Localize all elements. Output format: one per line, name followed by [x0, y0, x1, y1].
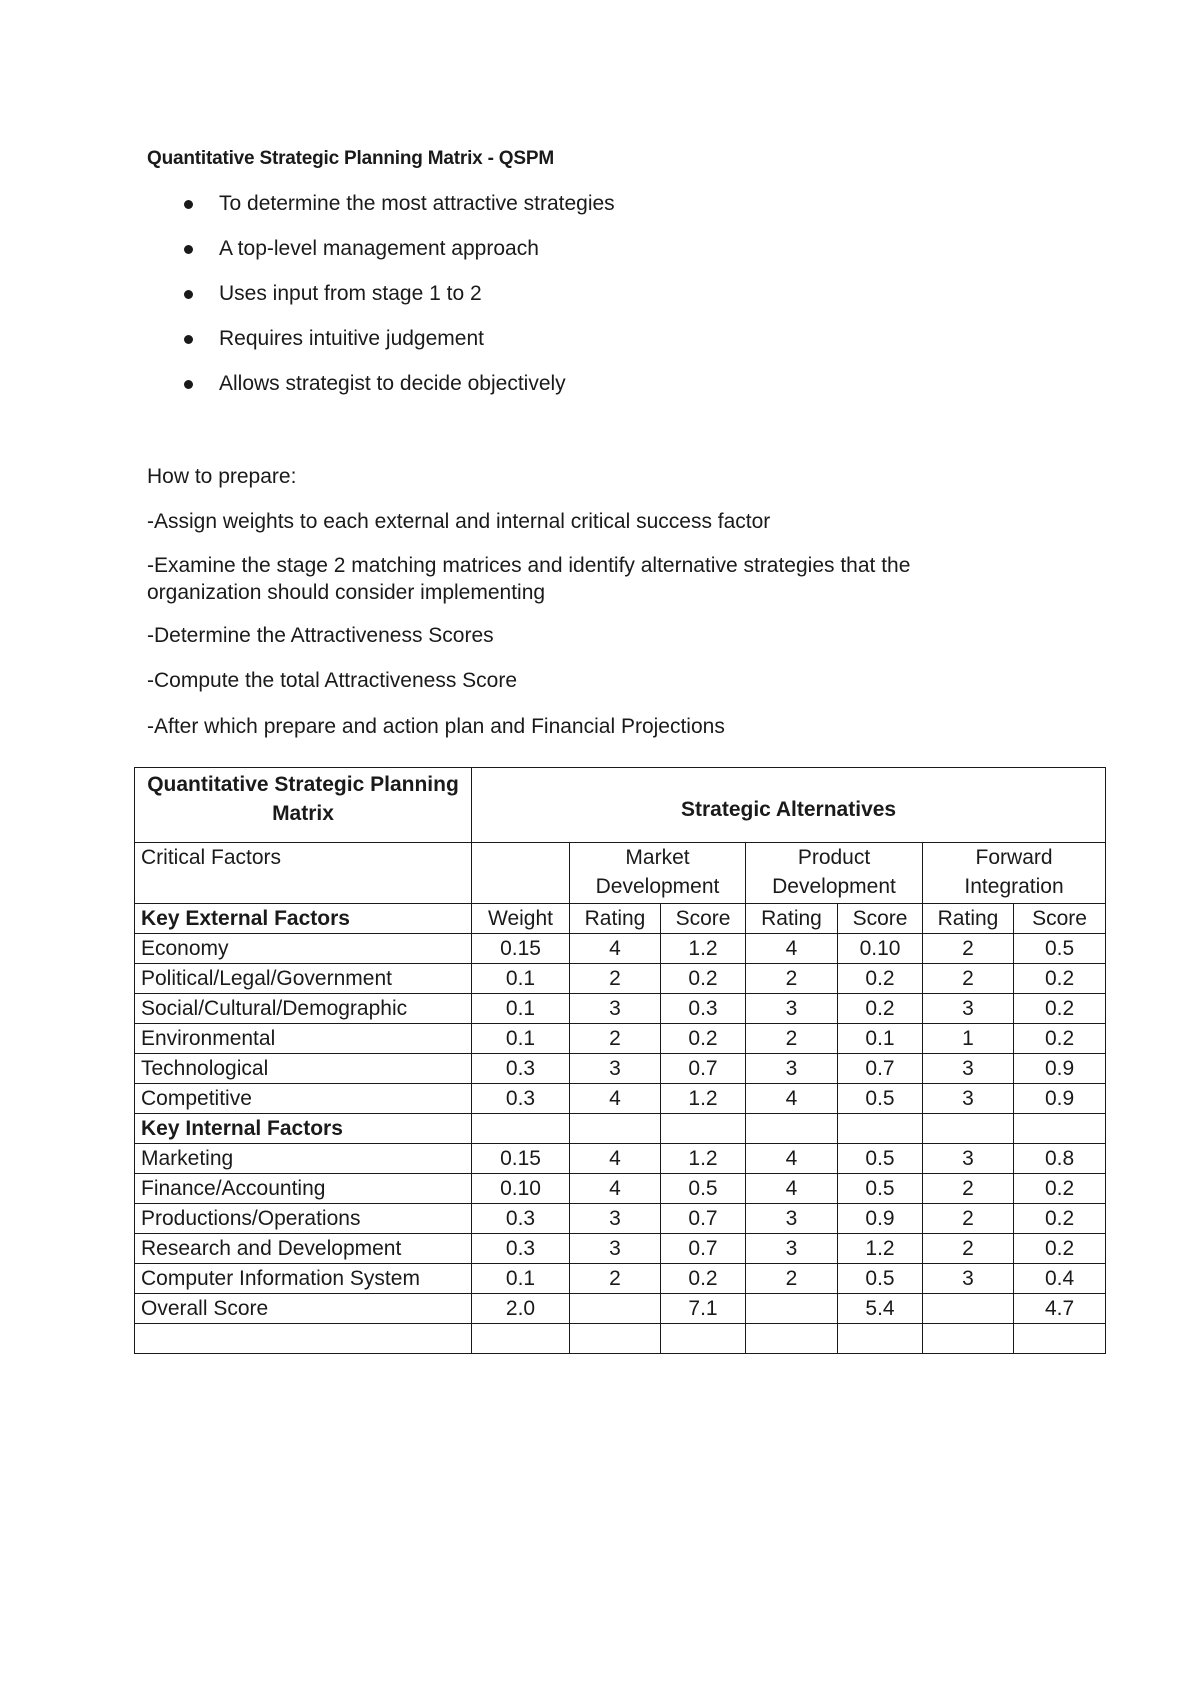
table-cell: 3 [923, 1264, 1014, 1294]
table-cell: 0.2 [661, 1264, 746, 1294]
table-row [135, 964, 1106, 994]
table-cell: 3 [570, 994, 661, 1024]
table-cell: 2 [923, 1174, 1014, 1204]
table-cell: 2.0 [472, 1294, 570, 1324]
factor-name-cell: Productions/Operations [135, 1204, 472, 1234]
factor-name-cell: Political/Legal/Government [135, 964, 472, 994]
table-cell: 0.5 [661, 1174, 746, 1204]
table-cell: 0.3 [472, 1204, 570, 1234]
table-cell: 4 [746, 1174, 838, 1204]
table-cell: 1.2 [661, 1144, 746, 1174]
table-cell: 0.7 [661, 1204, 746, 1234]
factor-name-cell: Economy [135, 934, 472, 964]
col-label: Rating [746, 904, 838, 934]
prepare-step: -Examine the stage 2 matching matrices and identify alternative strategies that the organization should consider implementing [147, 554, 911, 604]
strategy-group-row [135, 843, 1106, 904]
factor-name-cell: Social/Cultural/Demographic [135, 994, 472, 1024]
table-cell: 4 [746, 934, 838, 964]
table-cell [923, 1294, 1014, 1324]
table-cell: 3 [570, 1234, 661, 1264]
table-cell: 0.1 [472, 994, 570, 1024]
table-cell: 1 [923, 1024, 1014, 1054]
table-cell: 0.7 [838, 1054, 923, 1084]
empty-cell [1014, 1324, 1106, 1354]
table-cell: 5.4 [838, 1294, 923, 1324]
table-cell: 0.1 [472, 1264, 570, 1294]
empty-cell [838, 1324, 923, 1354]
empty-cell [1014, 1114, 1106, 1144]
table-cell: 0.2 [838, 964, 923, 994]
strategy-group-market: Market Development [570, 843, 746, 904]
table-cell: 1.2 [661, 1084, 746, 1114]
table-cell: 4 [570, 1144, 661, 1174]
table-cell: 2 [923, 964, 1014, 994]
strategy-group-forward: Forward Integration [923, 843, 1106, 904]
document-title: Quantitative Strategic Planning Matrix - QSPM [147, 148, 554, 169]
factor-name-cell: Research and Development [135, 1234, 472, 1264]
table-cell: 3 [923, 1084, 1014, 1114]
table-cell: 4 [746, 1144, 838, 1174]
prepare-step: -Determine the Attractiveness Scores [147, 624, 494, 647]
empty-cell [472, 1114, 570, 1144]
table-cell: 3 [570, 1054, 661, 1084]
table-cell: 2 [923, 934, 1014, 964]
table-cell: 0.1 [472, 964, 570, 994]
prepare-step: -Compute the total Attractiveness Score [147, 669, 518, 692]
table-cell: 3 [746, 1054, 838, 1084]
col-label: Score [838, 904, 923, 934]
col-label: Score [661, 904, 746, 934]
table-row [135, 1084, 1106, 1114]
empty-cell [570, 1324, 661, 1354]
table-cell: 0.1 [472, 1024, 570, 1054]
table-cell: 0.4 [1014, 1264, 1106, 1294]
bullet-item: Uses input from stage 1 to 2 [147, 282, 615, 327]
table-cell: 0.2 [1014, 1204, 1106, 1234]
table-cell: 0.3 [472, 1054, 570, 1084]
table-cell: 0.2 [661, 964, 746, 994]
bullet-dot-icon [184, 335, 193, 344]
table-cell: 0.1 [838, 1024, 923, 1054]
col-label: Score [1014, 904, 1106, 934]
table-row [135, 1144, 1106, 1174]
bullet-dot-icon [184, 200, 193, 209]
bullet-dot-icon [184, 380, 193, 389]
table-cell: 3 [746, 1234, 838, 1264]
bullet-item: Requires intuitive judgement [147, 327, 615, 372]
factor-name-cell: Overall Score [135, 1294, 472, 1324]
table-cell: 0.7 [661, 1054, 746, 1084]
table-cell: 0.5 [1014, 934, 1106, 964]
factor-name-cell: Technological [135, 1054, 472, 1084]
table-cell: 0.9 [1014, 1054, 1106, 1084]
table-header-left: Quantitative Strategic Planning Matrix [135, 768, 472, 843]
table-cell: 4 [570, 1084, 661, 1114]
table-header-row [135, 768, 1106, 843]
table-cell: 2 [570, 964, 661, 994]
factor-name-cell: Marketing [135, 1144, 472, 1174]
table-cell: 0.15 [472, 1144, 570, 1174]
table-cell [746, 1294, 838, 1324]
table-cell: 0.5 [838, 1084, 923, 1114]
table-row [135, 1264, 1106, 1294]
table-row [135, 1024, 1106, 1054]
table-cell: 1.2 [838, 1234, 923, 1264]
table-cell: 4 [570, 1174, 661, 1204]
table-cell: 0.2 [1014, 964, 1106, 994]
table-cell: 4 [570, 934, 661, 964]
table-cell: 0.2 [1014, 1174, 1106, 1204]
table-cell: 3 [923, 1144, 1014, 1174]
table-cell: 0.3 [472, 1234, 570, 1264]
empty-cell [923, 1324, 1014, 1354]
weight-group-cell [472, 843, 570, 904]
bullet-dot-icon [184, 290, 193, 299]
factor-name-cell: Computer Information System [135, 1264, 472, 1294]
table-cell: 1.2 [661, 934, 746, 964]
empty-cell [838, 1114, 923, 1144]
table-cell: 0.9 [838, 1204, 923, 1234]
bullet-item: A top-level management approach [147, 237, 615, 282]
prepare-heading: How to prepare: [147, 465, 297, 488]
table-cell: 4 [746, 1084, 838, 1114]
empty-cell [135, 1324, 472, 1354]
table-row [135, 1234, 1106, 1264]
table-cell: 0.2 [1014, 1234, 1106, 1264]
table-cell: 0.10 [838, 934, 923, 964]
factor-name-cell: Environmental [135, 1024, 472, 1054]
empty-cell [472, 1324, 570, 1354]
table-row [135, 934, 1106, 964]
table-cell [570, 1294, 661, 1324]
table-cell: 2 [923, 1234, 1014, 1264]
table-cell: 0.7 [661, 1234, 746, 1264]
table-cell: 2 [570, 1264, 661, 1294]
table-cell: 0.8 [1014, 1144, 1106, 1174]
table-cell: 0.2 [1014, 994, 1106, 1024]
table-row [135, 1054, 1106, 1084]
table-row [135, 1174, 1106, 1204]
table-cell: 7.1 [661, 1294, 746, 1324]
col-label: Rating [923, 904, 1014, 934]
table-cell: 2 [746, 964, 838, 994]
empty-cell [746, 1114, 838, 1144]
table-cell: 0.15 [472, 934, 570, 964]
bullet-list [147, 192, 615, 417]
bullet-item: To determine the most attractive strategies [147, 192, 615, 237]
table-cell: 0.2 [661, 1024, 746, 1054]
prepare-step: -After which prepare and action plan and Financial Projections [147, 715, 725, 738]
table-row [135, 1204, 1106, 1234]
external-section-label: Key External Factors [135, 904, 472, 934]
table-cell: 3 [923, 1054, 1014, 1084]
table-cell: 0.3 [661, 994, 746, 1024]
table-cell: 3 [923, 994, 1014, 1024]
table-cell: 0.10 [472, 1174, 570, 1204]
qspm-table [134, 767, 1106, 1354]
table-cell: 0.9 [1014, 1084, 1106, 1114]
col-label: Rating [570, 904, 661, 934]
empty-cell [570, 1114, 661, 1144]
table-cell: 0.2 [838, 994, 923, 1024]
table-cell: 0.3 [472, 1084, 570, 1114]
factor-name-cell: Finance/Accounting [135, 1174, 472, 1204]
internal-section-row [135, 1114, 1106, 1144]
table-cell: 4.7 [1014, 1294, 1106, 1324]
internal-section-label: Key Internal Factors [135, 1114, 472, 1144]
factor-name-cell: Competitive [135, 1084, 472, 1114]
table-cell: 0.2 [1014, 1024, 1106, 1054]
table-header-right: Strategic Alternatives [472, 768, 1106, 843]
table-row [135, 994, 1106, 1024]
table-cell: 3 [570, 1204, 661, 1234]
strategy-group-product: Product Development [746, 843, 923, 904]
table-cell: 0.5 [838, 1174, 923, 1204]
empty-cell [661, 1114, 746, 1144]
bullet-item: Allows strategist to decide objectively [147, 372, 615, 417]
col-label: Weight [472, 904, 570, 934]
table-cell: 2 [923, 1204, 1014, 1234]
critical-factors-label: Critical Factors [135, 843, 472, 904]
table-cell: 3 [746, 1204, 838, 1234]
table-cell: 3 [746, 994, 838, 1024]
table-cell: 2 [746, 1024, 838, 1054]
empty-cell [923, 1114, 1014, 1144]
column-label-row [135, 904, 1106, 934]
table-cell: 0.5 [838, 1144, 923, 1174]
empty-cell [746, 1324, 838, 1354]
table-cell: 2 [746, 1264, 838, 1294]
table-cell: 2 [570, 1024, 661, 1054]
empty-cell [661, 1324, 746, 1354]
table-cell: 0.5 [838, 1264, 923, 1294]
bullet-dot-icon [184, 245, 193, 254]
empty-row [135, 1324, 1106, 1354]
prepare-step: -Assign weights to each external and internal critical success factor [147, 510, 771, 533]
overall-score-row [135, 1294, 1106, 1324]
